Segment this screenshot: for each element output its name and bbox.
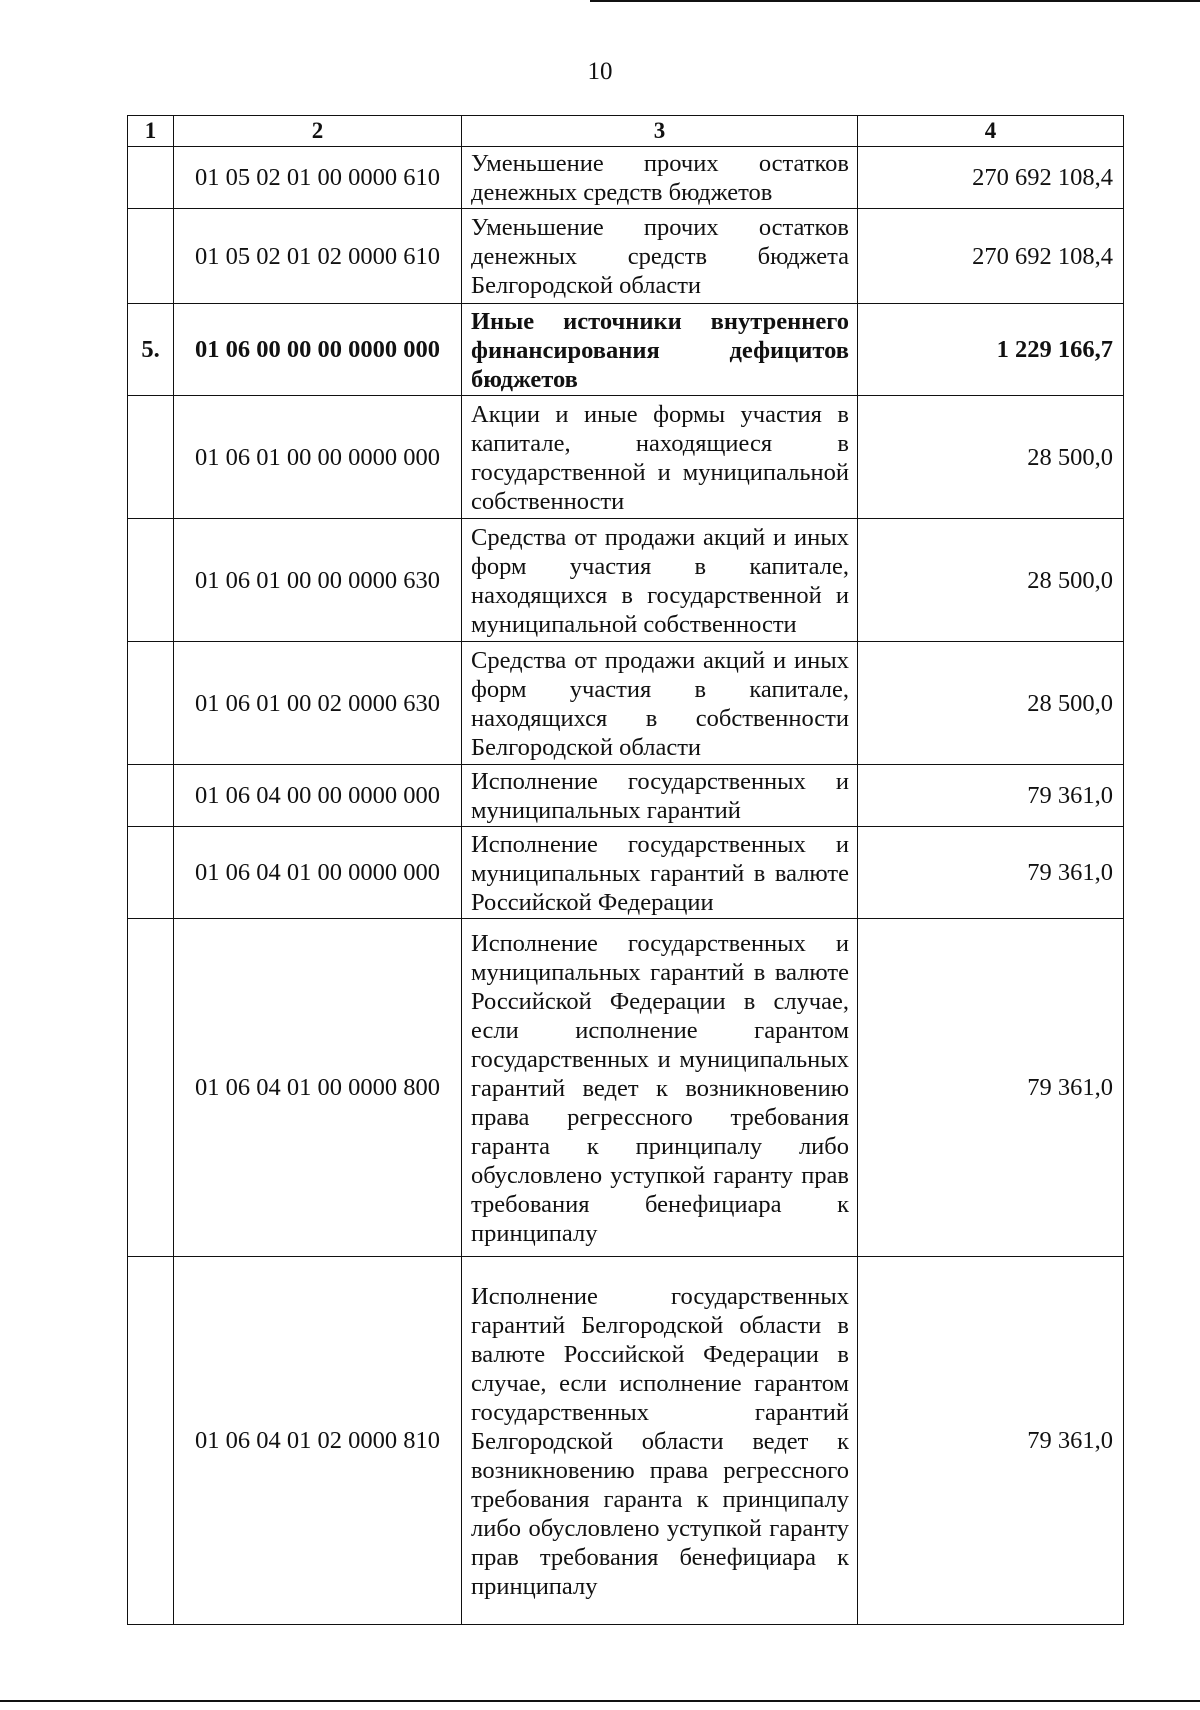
- header-col-1: 1: [128, 116, 174, 147]
- budget-code: 01 06 01 00 00 0000 630: [174, 519, 462, 642]
- amount: 79 361,0: [858, 827, 1124, 919]
- source-name: Исполнение государственных гарантий Белгородской области в валюте Российской Федерации в случае, если исполнение гарантом государственных гарантий Белгородской области ведет к возникновению права регрессного требования гаранта к принципалу либо обусловлено уступкой гаранту прав требования бенефициара к принципалу: [462, 1257, 858, 1625]
- budget-code: 01 06 01 00 02 0000 630: [174, 642, 462, 765]
- budget-code: 01 06 00 00 00 0000 000: [174, 304, 462, 396]
- budget-code: 01 06 04 01 02 0000 810: [174, 1257, 462, 1625]
- table-row: [128, 642, 1124, 765]
- budget-code: 01 05 02 01 00 0000 610: [174, 147, 462, 209]
- table-row: [128, 519, 1124, 642]
- table-header-row: [128, 116, 1124, 147]
- amount: 270 692 108,4: [858, 147, 1124, 209]
- table-row-section-5: [128, 304, 1124, 396]
- amount: 79 361,0: [858, 765, 1124, 827]
- table-row: [128, 827, 1124, 919]
- bottom-border-line: [0, 1700, 1200, 1702]
- table-row: [128, 765, 1124, 827]
- budget-code: 01 05 02 01 02 0000 610: [174, 209, 462, 304]
- source-name: Уменьшение прочих остатков денежных средств бюджета Белгородской области: [462, 209, 858, 304]
- amount: 28 500,0: [858, 519, 1124, 642]
- amount: 28 500,0: [858, 642, 1124, 765]
- row-number: [128, 765, 174, 827]
- source-name: Исполнение государственных и муниципальных гарантий в валюте Российской Федерации в случае, если исполнение гарантом государственных и муниципальных гарантий ведет к возникновению права регрессного требования гаранта к принципалу либо обусловлено уступкой гаранту прав требования бенефициара к принципалу: [462, 919, 858, 1257]
- row-number: [128, 147, 174, 209]
- source-name: Средства от продажи акций и иных форм участия в капитале, находящихся в государственной и муниципальной собственности: [462, 519, 858, 642]
- table-row: [128, 919, 1124, 1257]
- row-number: 5.: [128, 304, 174, 396]
- amount: 28 500,0: [858, 396, 1124, 519]
- amount: 270 692 108,4: [858, 209, 1124, 304]
- budget-sources-table: [127, 115, 1124, 1625]
- row-number: [128, 919, 174, 1257]
- table-row: [128, 396, 1124, 519]
- source-name: Исполнение государственных и муниципальных гарантий: [462, 765, 858, 827]
- source-name: Иные источники внутреннего финансирования дефицитов бюджетов: [462, 304, 858, 396]
- row-number: [128, 519, 174, 642]
- row-number: [128, 396, 174, 519]
- budget-code: 01 06 04 01 00 0000 800: [174, 919, 462, 1257]
- budget-code: 01 06 01 00 00 0000 000: [174, 396, 462, 519]
- row-number: [128, 1257, 174, 1625]
- table-row: [128, 1257, 1124, 1625]
- budget-code: 01 06 04 01 00 0000 000: [174, 827, 462, 919]
- source-name: Акции и иные формы участия в капитале, находящиеся в государственной и муниципальной собственности: [462, 396, 858, 519]
- header-col-4: 4: [858, 116, 1124, 147]
- source-name: Уменьшение прочих остатков денежных средств бюджетов: [462, 147, 858, 209]
- amount: 79 361,0: [858, 1257, 1124, 1625]
- top-border-line: [590, 0, 1200, 2]
- row-number: [128, 827, 174, 919]
- row-number: [128, 209, 174, 304]
- amount: 1 229 166,7: [858, 304, 1124, 396]
- header-col-2: 2: [174, 116, 462, 147]
- header-col-3: 3: [462, 116, 858, 147]
- page-number: 10: [587, 58, 613, 85]
- source-name: Средства от продажи акций и иных форм участия в капитале, находящихся в собственности Белгородской области: [462, 642, 858, 765]
- budget-code: 01 06 04 00 00 0000 000: [174, 765, 462, 827]
- amount: 79 361,0: [858, 919, 1124, 1257]
- table-row: [128, 209, 1124, 304]
- source-name: Исполнение государственных и муниципальных гарантий в валюте Российской Федерации: [462, 827, 858, 919]
- row-number: [128, 642, 174, 765]
- table-row: [128, 147, 1124, 209]
